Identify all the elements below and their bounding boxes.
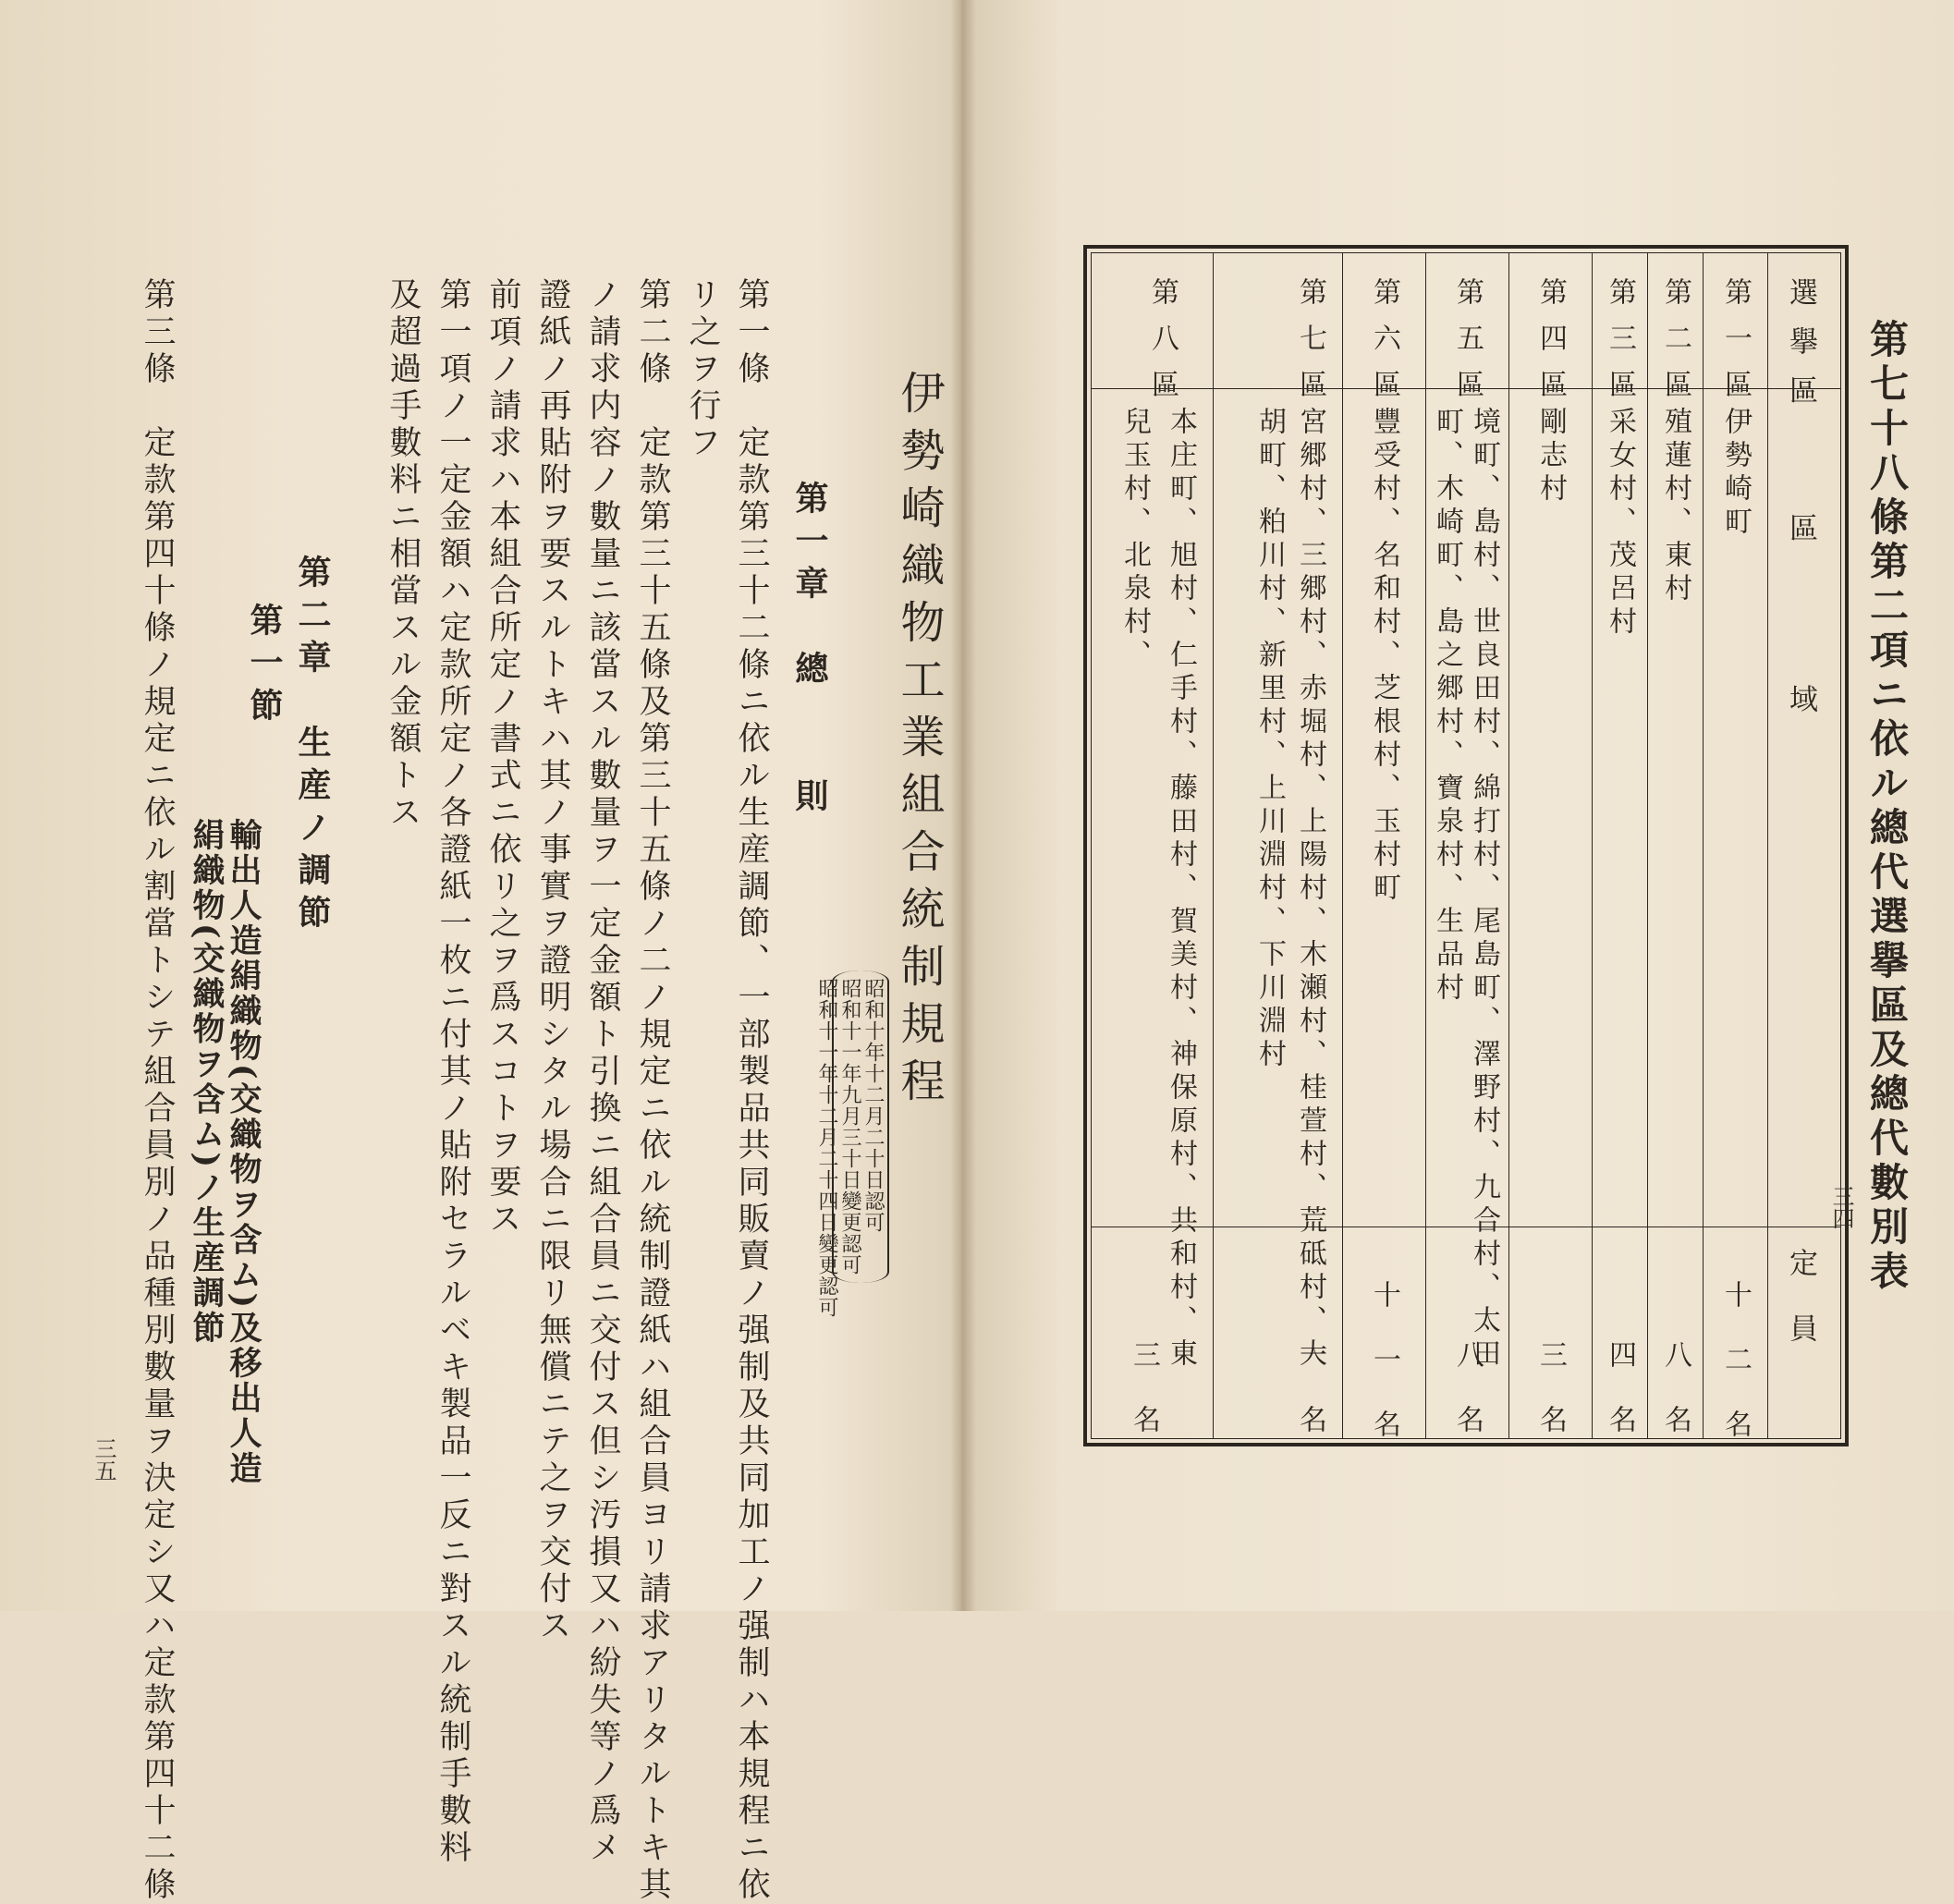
quota-8: 三名 xyxy=(1128,1340,1160,1470)
area-1: 伊勢崎町 xyxy=(1719,407,1752,540)
area-5-line-2: 町、木崎町、島之郷村、寶泉村、生品村 xyxy=(1431,407,1463,1006)
area-8-line-2: 兒玉村、北泉村、 xyxy=(1118,407,1151,673)
table-title: 第七十八條第二項ニ依ル總代選擧區及總代數別表 xyxy=(1864,319,1910,1295)
area-2: 殖蓮村、東村 xyxy=(1659,407,1691,606)
section-1-heading: 第一節 xyxy=(245,603,284,730)
regulation-title: 伊勢崎織物工業組合統制規程 xyxy=(893,370,945,1115)
book-gutter xyxy=(950,0,976,1611)
area-6: 豐受村、名和村、芝根村、玉村町 xyxy=(1368,407,1400,906)
article-2-line-5: 第一項ノ一定金額ハ定款所定ノ各證紙一枚ニ付其ノ貼附セラルベキ製品一反ニ對スル統制手數料 xyxy=(434,277,471,1867)
chapter-2-heading: 第二章 生産ノ調節 xyxy=(293,555,332,937)
article-1-line-1: 第一條 定款第三十二條ニ依ル生産調節、一部製品共同販賣ノ强制及共同加工ノ强制ハ本規程ニ依 xyxy=(733,277,770,1904)
article-3-line-1: 第三條 定款第四十條ノ規定ニ依ル割當トシテ組合員別ノ品種別數量ヲ決定シ又ハ定款第四十二條 xyxy=(139,277,176,1904)
article-1-line-2: リ之ヲ行フ xyxy=(684,277,721,462)
area-8-line-1: 本庄町、旭村、仁手村、藤田村、賀美村、神保原村、共和村、東 xyxy=(1165,407,1197,1372)
header-district: 選擧區 xyxy=(1784,277,1817,424)
chapter-1-heading: 第一章 總 則 xyxy=(790,481,829,821)
area-5-line-1: 境町、島村、世良田村、綿打村、尾島町、澤野村、九合村、太田 xyxy=(1468,407,1500,1372)
article-2-line-3: 證紙ノ再貼附ヲ要スルトキハ其ノ事實ヲ證明シタル場合ニ限リ無償ニテ之ヲ交付ス xyxy=(534,277,571,1645)
quota-7: 一名 xyxy=(1294,1340,1326,1470)
district-7: 第七區 xyxy=(1294,277,1326,416)
article-2-line-2: ノ請求内容ノ數量ニ該當スル數量ヲ一定金額ト引換ニ組合員ニ交付ス但シ汚損又ハ紛失等ノ爲メ xyxy=(584,277,621,1867)
quota-4: 三名 xyxy=(1534,1340,1567,1470)
area-3: 采女村、茂呂村 xyxy=(1604,407,1636,640)
col-divider xyxy=(1647,252,1648,1439)
quota-3: 四名 xyxy=(1604,1340,1636,1470)
district-6: 第六區 xyxy=(1368,277,1400,416)
col-divider xyxy=(1703,252,1704,1439)
article-2-line-1: 第二條 定款第三十五條及第三十五條ノ二ノ規定ニ依ル統制證紙ハ組合員ヨリ請求アリタルトキ其 xyxy=(634,277,671,1904)
amendment-1: 昭和十年十二月二十日認可 xyxy=(861,978,885,1233)
district-3: 第三區 xyxy=(1604,277,1636,416)
quota-2: 八名 xyxy=(1659,1340,1691,1470)
col-divider xyxy=(1213,252,1214,1439)
col-divider xyxy=(1592,252,1593,1439)
quota-5: 八名 xyxy=(1451,1340,1484,1470)
district-2: 第二區 xyxy=(1659,277,1691,416)
col-divider xyxy=(1425,252,1426,1439)
col-divider xyxy=(1767,252,1768,1439)
amendment-2: 昭和十一年九月三十日變更認可 xyxy=(838,978,861,1275)
header-area: 區 域 xyxy=(1784,513,1817,718)
district-1: 第一區 xyxy=(1719,277,1752,416)
article-2-line-4: 前項ノ請求ハ本組合所定ノ書式ニ依リ之ヲ爲スコトヲ要ス xyxy=(484,277,521,1239)
page-number-right: 三四 xyxy=(1828,1185,1854,1229)
quota-1: 十二名 xyxy=(1719,1280,1752,1474)
header-quota: 定員 xyxy=(1784,1248,1817,1379)
district-8: 第八區 xyxy=(1146,277,1179,416)
quota-6: 十一名 xyxy=(1368,1280,1400,1474)
area-7-line-2: 胡町、粕川村、新里村、上川淵村、下川淵村 xyxy=(1253,407,1286,1072)
area-4: 剛志村 xyxy=(1534,407,1567,507)
section-1-title-line-1: 輸出人造絹織物(交織物ヲ含ム)及移出人造 xyxy=(225,818,263,1487)
col-divider xyxy=(1342,252,1343,1439)
col-divider xyxy=(1508,252,1509,1439)
page-number-left: 三五 xyxy=(91,1437,116,1482)
section-1-title-line-2: 絹織物(交織物ヲ含ム)ノ生産調節 xyxy=(188,818,226,1347)
article-2-line-6: 及超過手數料ニ相當スル金額トス xyxy=(385,277,421,832)
amendment-3: 昭和十一年十二月二十四日變更認可 xyxy=(815,978,838,1318)
district-4: 第四區 xyxy=(1534,277,1567,416)
area-7-line-1: 宮郷村、三郷村、赤堀村、上陽村、木瀬村、桂萱村、荒砥村、大 xyxy=(1294,407,1326,1372)
district-5: 第五區 xyxy=(1451,277,1484,416)
